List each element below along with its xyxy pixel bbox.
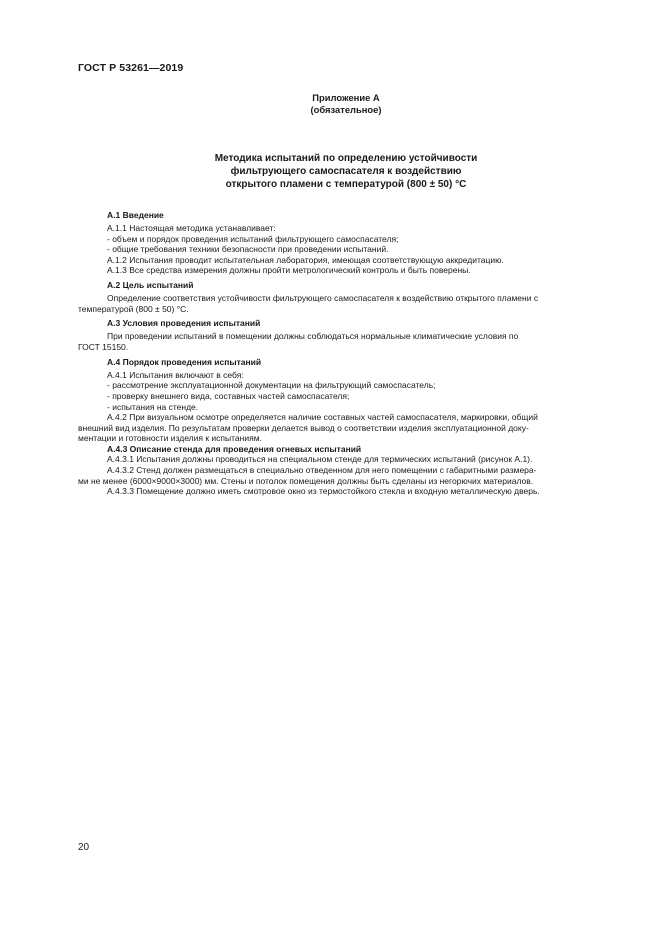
paragraph-line: А.4.3.2 Стенд должен размещаться в специально отведенном для него помещении с габаритными размера- <box>107 465 537 476</box>
title-line: открытого пламени с температурой (800 ± 50) °С <box>225 179 467 190</box>
appendix-heading <box>78 92 614 116</box>
paragraph-a12: А.1.2 Испытания проводит испытательная лаборатория, имеющая соответствующую аккредитацию. <box>107 254 504 265</box>
paragraph-line: При проведении испытаний в помещении должны соблюдаться нормальные климатические условия по <box>107 331 519 342</box>
paragraph-line: температурой (800 ± 50) °С. <box>78 303 189 314</box>
appendix-title: Приложение А <box>312 92 380 103</box>
paragraph-a41: А.4.1 Испытания включают в себя: <box>107 369 244 380</box>
title-line: фильтрующего самоспасателя к воздействию <box>230 166 462 177</box>
paragraph-a11: А.1.1 Настоящая методика устанавливает: <box>107 223 276 234</box>
list-item: - проверку внешнего вида, составных частей самоспасателя; <box>107 390 350 401</box>
paragraph-line: ми не менее (6000×9000×3000) мм. Стены и потолок помещения должны быть сделаны из негорючих материалов. <box>78 475 534 486</box>
appendix-status: (обязательное) <box>310 104 382 115</box>
section-heading-procedure: А.4 Порядок проведения испытаний <box>107 356 262 367</box>
paragraph-a13: А.1.3 Все средства измерения должны пройти метрологический контроль и быть поверены. <box>107 265 471 276</box>
paragraph-a433: А.4.3.3 Помещение должно иметь смотровое окно из термостойкого стекла и входную металлическую дверь. <box>107 486 540 497</box>
list-item: - рассмотрение эксплуатационной документации на фильтрующий самоспасатель; <box>107 380 436 391</box>
section-heading-conditions: А.3 Условия проведения испытаний <box>107 318 261 329</box>
page-number: 20 <box>78 842 90 853</box>
paragraph-line: ментации и готовности изделия к испытаниям. <box>78 433 262 444</box>
list-item: - испытания на стенде. <box>107 401 199 412</box>
section-heading-purpose: А.2 Цель испытаний <box>107 280 194 291</box>
list-item: - объем и порядок проведения испытаний фильтрующего самоспасателя; <box>107 233 399 244</box>
paragraph-line: Определение соответствия устойчивости фильтрующего самоспасателя к воздействию открытого пламени с <box>107 293 539 304</box>
title-line: Методика испытаний по определению устойчивости <box>214 153 478 164</box>
document-body <box>78 210 614 497</box>
paragraph-line: ГОСТ 15150. <box>78 342 129 353</box>
methodology-title <box>78 152 614 191</box>
document-code: ГОСТ Р 53261—2019 <box>78 62 184 74</box>
section-heading-introduction: А.1 Введение <box>107 210 164 220</box>
paragraph-line: А.4.2 При визуальном осмотре определяется наличие составных частей самоспасателя, маркировки, общий <box>107 412 538 423</box>
paragraph-a431: А.4.3.1 Испытания должны проводиться на специальном стенде для термических испытаний (рисунок А.1). <box>107 454 533 465</box>
subsection-heading-test-stand: А.4.3 Описание стенда для проведения огневых испытаний <box>107 443 362 454</box>
list-item: - общие требования техники безопасности при проведении испытаний. <box>107 244 389 255</box>
paragraph-line: внешний вид изделия. По результатам проверки делается вывод о соответствии изделия эксплуатационной доку- <box>78 422 529 433</box>
